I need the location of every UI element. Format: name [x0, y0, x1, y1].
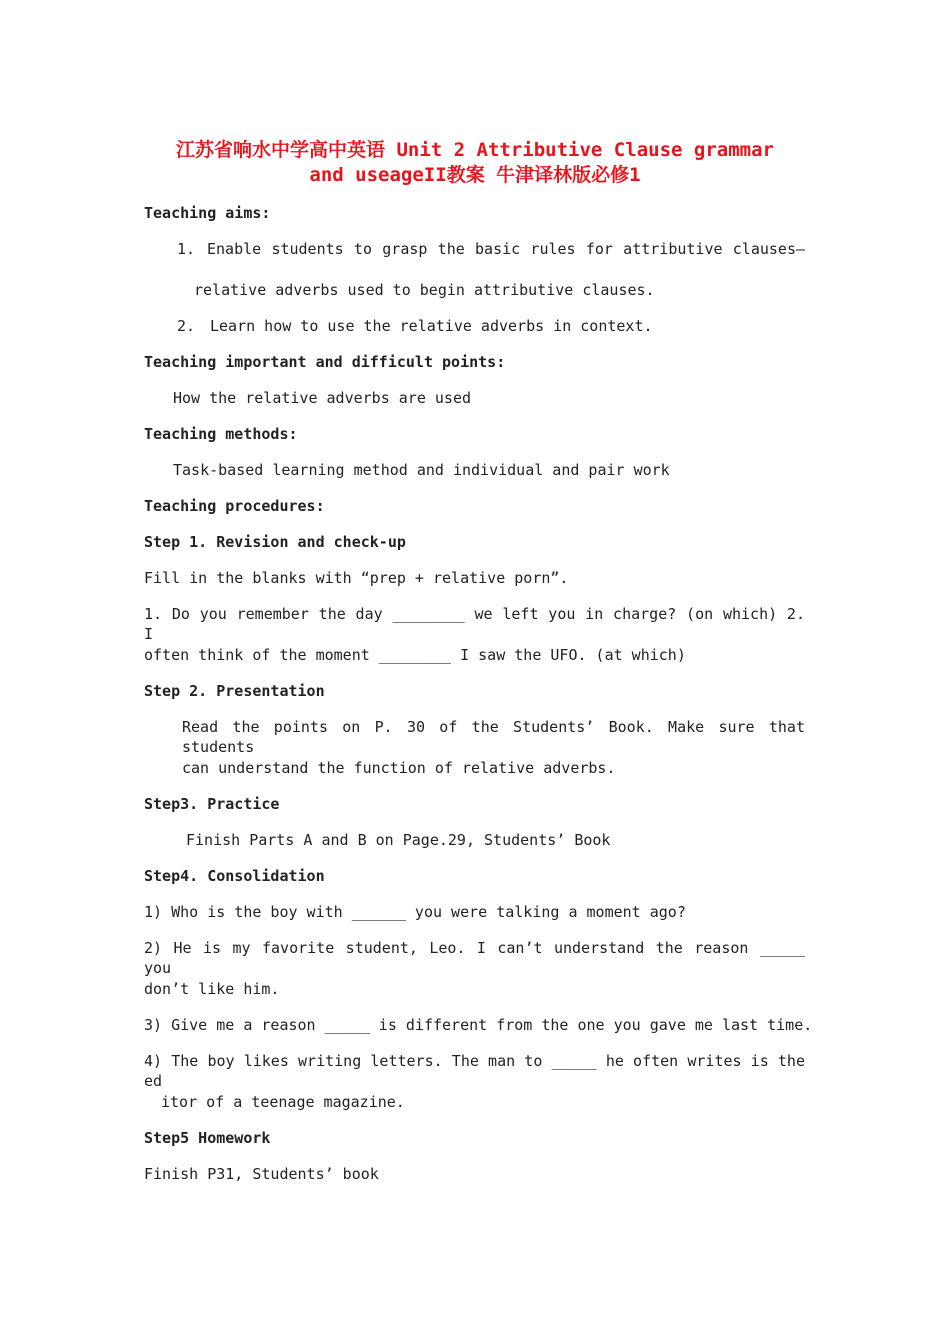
important-points-text: How the relative adverbs are used — [173, 389, 472, 407]
aim-2-text: Learn how to use the relative adverbs in context. — [210, 317, 653, 335]
aim-1-text: Enable students to grasp the basic rules for attributive clauses— — [207, 240, 805, 258]
consolidation-item-1: 1) Who is the boy with ______ you were talking a moment ago? — [144, 903, 686, 921]
teaching-procedures-heading: Teaching procedures: — [144, 497, 325, 515]
consolidation-item-3: 3) Give me a reason _____ is different from the one you gave me last time. — [144, 1016, 813, 1034]
step-1-question-line-1: 1. Do you remember the day ________ we left you in charge? (on which) 2. I — [144, 605, 805, 643]
step-1-intro: Fill in the blanks with “prep + relative porn”. — [144, 569, 569, 587]
step-3-text: Finish Parts A and B on Page.29, Students’ Book — [186, 831, 611, 849]
consolidation-item-2-line-1: 2) He is my favorite student, Leo. I can’t understand the reason _____ you — [144, 939, 805, 977]
teaching-methods-text: Task-based learning method and individual and pair work — [173, 461, 670, 479]
aim-1-line-1 — [207, 239, 805, 259]
teaching-methods-heading: Teaching methods: — [144, 425, 298, 443]
step-5-heading: Step5 Homework — [144, 1129, 271, 1147]
step-4-heading: Step4. Consolidation — [144, 867, 325, 885]
consolidation-item-4-line-1: 4) The boy likes writing letters. The man to _____ he often writes is the ed — [144, 1052, 805, 1090]
consolidation-item-4-line-2: itor of a teenage magazine. — [161, 1093, 405, 1111]
teaching-aims-heading: Teaching aims: — [144, 204, 271, 222]
aim-1-line-2: relative adverbs used to begin attributive clauses. — [194, 281, 655, 299]
step-2-heading: Step 2. Presentation — [144, 682, 325, 700]
document-title-line-1: 江苏省响水中学高中英语 Unit 2 Attributive Clause grammar — [176, 139, 774, 161]
document-title-line-2: and useageII教案 牛津译林版必修1 — [309, 164, 641, 186]
step-2-text-line-2: can understand the function of relative adverbs. — [182, 759, 616, 777]
aim-1-number: 1. — [177, 240, 196, 258]
step-2-text-line-1: Read the points on P. 30 of the Students’ Book. Make sure that students — [182, 718, 805, 756]
important-points-heading: Teaching important and difficult points: — [144, 353, 506, 371]
step-1-heading: Step 1. Revision and check-up — [144, 533, 406, 551]
consolidation-item-2-line-2: don’t like him. — [144, 980, 280, 998]
step-1-question-line-2: often think of the moment ________ I saw the UFO. (at which) — [144, 646, 686, 664]
step-3-heading: Step3. Practice — [144, 795, 280, 813]
step-5-text: Finish P31, Students’ book — [144, 1165, 379, 1183]
aim-2-number: 2. — [177, 317, 196, 335]
